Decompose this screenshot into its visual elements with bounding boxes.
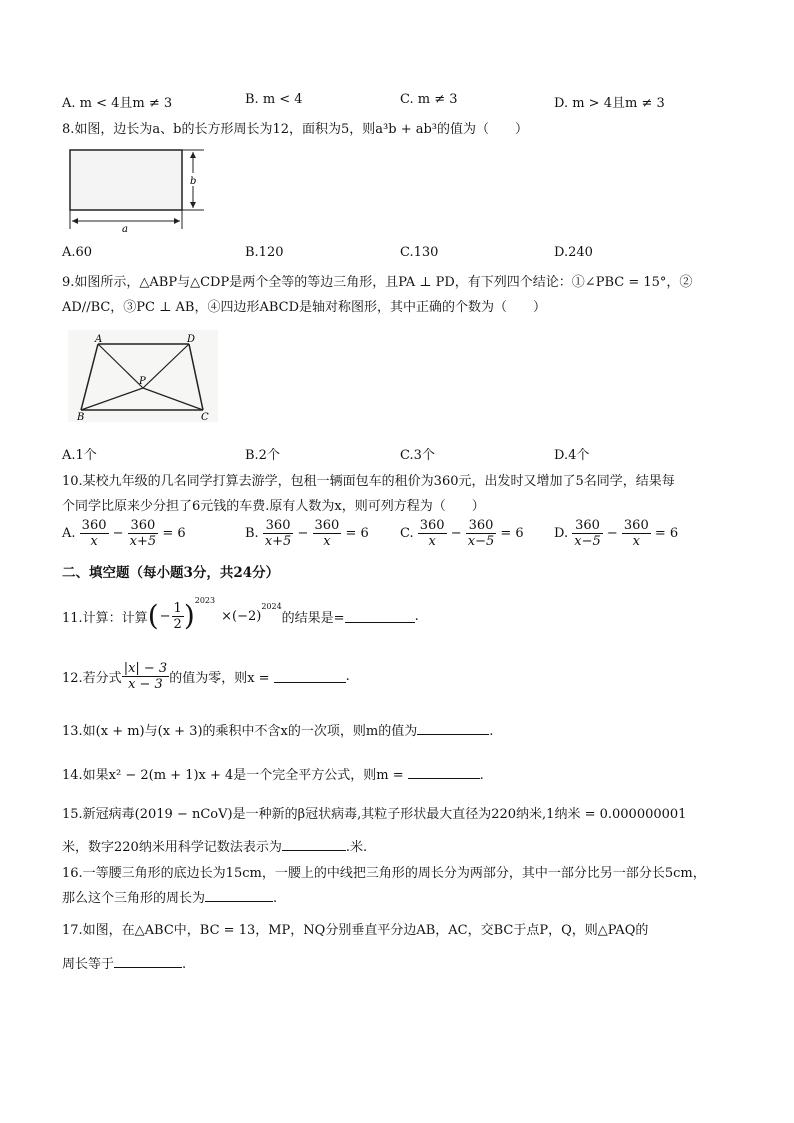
q14-answer-blank[interactable] xyxy=(408,766,480,779)
q15-line2-text: 米，数字220纳米用科学记数法表示为 xyxy=(62,840,282,855)
q9-label-a: A xyxy=(95,334,103,345)
q15-line2 xyxy=(62,836,367,855)
q8-option-b: B.120 xyxy=(245,245,284,260)
q10-option-d-label: D. xyxy=(554,526,569,541)
q10-option-d-frac1: $\frac{360}{x-5}$ xyxy=(574,518,601,549)
q15-line1: 15.新冠病毒(2019 − nCoV)是一种新的β冠状病毒,其粒子形状最大直径为220纳米,1纳米 = 0.000000001 xyxy=(62,807,687,822)
q10-option-b-label: B. xyxy=(245,526,259,541)
q9-stem-line1: 9.如图所示，△ABP与△CDP是两个全等的等边三角形，且PA ⊥ PD，有下列四个结论：①∠PBC = 15°，② xyxy=(62,275,693,290)
q8-stem: 8.如图，边长为a、b的长方形周长为12，面积为5，则a³b + ab³的值为（ ） xyxy=(62,122,529,137)
q9-option-d: D.4个 xyxy=(554,448,590,463)
q10-option-d: D. $\frac{360}{x-5}$ − $\frac{360}{x}$ = 6 xyxy=(554,518,679,549)
q11-fraction: $\frac{1}{2}$ xyxy=(173,600,182,632)
q11-end: . xyxy=(414,608,419,624)
q10-option-c: C. $\frac{360}{x}$ − $\frac{360}{x-5}$ = 6 xyxy=(400,518,524,549)
q10-option-a: A. $\frac{360}{x}$ − $\frac{360}{x+5}$ = 6 xyxy=(62,518,186,549)
q10-option-c-rhs: = 6 xyxy=(500,526,524,541)
q11-mid: ×(−2) xyxy=(221,608,262,624)
q10-option-c-frac1: $\frac{360}{x}$ xyxy=(419,518,445,549)
q13-end: . xyxy=(489,724,494,739)
q8-option-a: A.60 xyxy=(62,245,93,260)
q9-label-b: B xyxy=(77,412,85,422)
q8-option-d: D.240 xyxy=(554,245,593,260)
q9-quadrilateral-figure xyxy=(68,330,218,422)
q13-line xyxy=(62,720,493,739)
q12-fraction: $\frac{|x| - 3}{x - 3}$ xyxy=(123,660,168,692)
q10-option-b-frac2: $\frac{360}{x}$ xyxy=(314,518,340,549)
q8-rectangle xyxy=(70,150,182,210)
q10-option-a-label: A. xyxy=(62,526,76,541)
q11-suffix: 的结果是= xyxy=(281,610,345,626)
q11-right-paren: ) xyxy=(183,599,195,632)
q10-option-c-frac2: $\frac{360}{x-5}$ xyxy=(467,518,495,549)
q15-answer-blank[interactable] xyxy=(282,838,346,851)
q12-end: . xyxy=(345,668,350,684)
q14-end: . xyxy=(479,768,484,783)
q11-prefix: 11.计算：计算 xyxy=(62,610,148,626)
q16-line1: 16.一等腰三角形的底边长为15cm，一腰上的中线把三角形的周长分为两部分，其中一部分比另一部分长5cm， xyxy=(62,866,706,881)
q10-option-b-rhs: = 6 xyxy=(345,526,369,541)
q16-end: . xyxy=(273,891,278,906)
q10-option-d-frac2: $\frac{360}{x}$ xyxy=(623,518,649,549)
q8-b-arrow-up xyxy=(190,152,196,158)
q8-option-c: C.130 xyxy=(400,245,439,260)
q17-line2-text: 周长等于 xyxy=(62,957,115,972)
q16-line2 xyxy=(62,887,277,906)
q17-end: . xyxy=(182,957,187,972)
q10-stem-line2: 个同学比原来少分担了6元钱的车费.原有人数为x，则可列方程为（ ） xyxy=(62,499,485,514)
q14-line xyxy=(62,764,484,783)
q10-option-a-rhs: = 6 xyxy=(162,526,186,541)
q12-suffix: 的值为零，则x = xyxy=(169,670,270,686)
q9-label-c: C xyxy=(201,412,209,422)
q17-line1: 17.如图，在△ABC中，BC = 13，MP，NQ分别垂直平分边AB，AC，交BC于点P，Q，则△PAQ的 xyxy=(62,923,649,938)
q11-answer-blank[interactable] xyxy=(345,610,415,623)
q8-label-b: b xyxy=(190,176,197,187)
q9-label-d: D xyxy=(187,334,196,345)
q9-option-b: B.2个 xyxy=(245,448,280,463)
q11-exponent-1: 2023 xyxy=(194,596,216,605)
q10-option-a-frac2: $\frac{360}{x+5}$ xyxy=(129,518,157,549)
section-2-title: 二、填空题（每小题3分，共24分） xyxy=(62,565,280,581)
q10-stem-line1: 10.某校九年级的几名同学打算去游学，包租一辆面包车的租价为360元，出发时又增加了5名同学，结果每 xyxy=(62,474,675,489)
q8-label-a: a xyxy=(122,224,128,233)
q9-stem-line2: AD//BC，③PC ⊥ AB，④四边形ABCD是轴对称图形，其中正确的个数为（ ） xyxy=(62,300,546,315)
q16-line2-text: 那么这个三角形的周长为 xyxy=(62,891,206,906)
q17-line2 xyxy=(62,953,186,972)
q7-option-c: C. m ≠ 3 xyxy=(400,92,458,107)
q9-option-c: C.3个 xyxy=(400,448,435,463)
q11-left-paren: ( xyxy=(147,599,159,632)
q10-option-b-frac1: $\frac{360}{x+5}$ xyxy=(264,518,292,549)
q15-end: .米. xyxy=(345,840,368,855)
q7-option-d: D. m > 4且m ≠ 3 xyxy=(554,96,665,111)
q13-answer-blank[interactable] xyxy=(417,722,489,735)
q11-line: 11.计算：计算 ( − $\frac{1}{2}$ ) 2023 ×(−2) 2024 的结果是= . xyxy=(62,596,419,632)
q12-answer-blank[interactable] xyxy=(274,670,346,683)
q14-text: 14.如果x² − 2(m + 1)x + 4是一个完全平方公式，则m = xyxy=(62,768,404,783)
q9-option-a: A.1个 xyxy=(62,448,97,463)
q8-rectangle-figure xyxy=(62,143,212,233)
q12-line xyxy=(62,658,350,694)
q10-option-b: B. $\frac{360}{x+5}$ − $\frac{360}{x}$ = 6 xyxy=(245,518,369,549)
q13-text: 13.如(x + m)与(x + 3)的乘积中不含x的一次项，则m的值为 xyxy=(62,724,418,739)
q8-a-arrow-right xyxy=(174,218,180,224)
q8-a-arrow-left xyxy=(72,218,78,224)
q10-option-d-rhs: = 6 xyxy=(654,526,679,541)
q7-option-a: A. m < 4且m ≠ 3 xyxy=(62,96,173,111)
q9-label-p: P xyxy=(139,376,146,387)
q10-option-a-frac1: $\frac{360}{x}$ xyxy=(81,518,107,549)
q12-prefix: 12.若分式 xyxy=(62,670,122,686)
q16-answer-blank[interactable] xyxy=(205,889,273,902)
q17-answer-blank[interactable] xyxy=(114,955,182,968)
q10-option-c-label: C. xyxy=(400,526,414,541)
q11-exponent-2: 2024 xyxy=(261,602,282,611)
q8-b-arrow-down xyxy=(190,202,196,208)
q7-option-b: B. m < 4 xyxy=(245,92,303,107)
